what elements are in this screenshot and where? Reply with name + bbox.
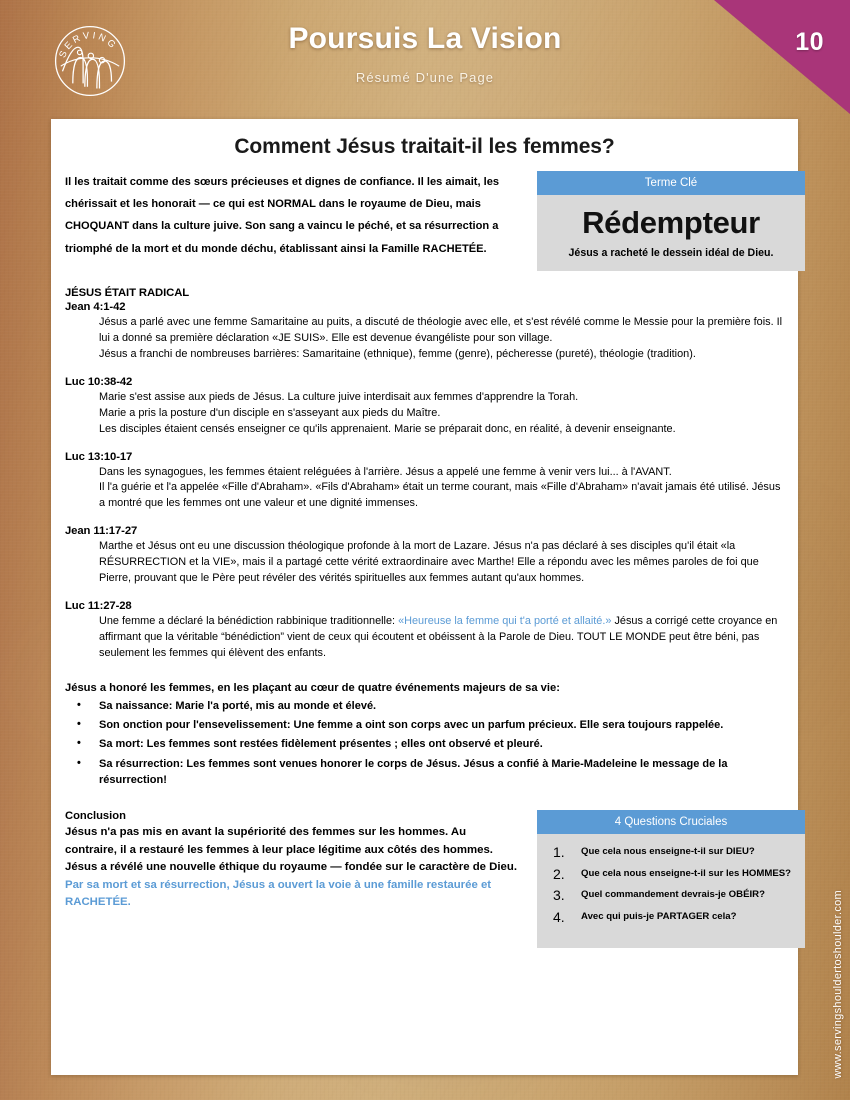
intro-lead-sentence: Il les traitait comme des sœurs précieuses et dignes de confiance.: [65, 176, 415, 188]
document-title: Poursuis La Vision: [288, 22, 562, 55]
scripture-lines: [99, 614, 784, 662]
honored-list: [65, 698, 784, 788]
scripture-reference: Luc 10:38-42: [65, 375, 133, 388]
key-term-description: Jésus a racheté le dessein idéal de Dieu.: [568, 247, 774, 259]
conclusion-body: [65, 824, 521, 912]
scripture-lines: [99, 390, 784, 438]
key-term-word: Rédempteur: [582, 205, 760, 240]
page-header: [0, 0, 850, 115]
intro-rest-text: Il les aimait, les chérissait et les honorait — ce qui est NORMAL dans le royaume de Dieu, mais CHOQUANT dans la culture juive. Son sang a vaincu le péché, et sa résurrection a triomphé de la mort et du monde déchu, établissant ainsi la Famille RACHETÉE.: [65, 176, 500, 255]
scripture-line: Dans les synagogues, les femmes étaient reléguées à l'arrière. Jésus a appelé une femme à venir vers lui... à l'AVANT.: [99, 465, 672, 478]
content-card: [51, 119, 798, 1075]
radical-section-heading: JÉSUS ÉTAIT RADICAL: [65, 287, 190, 299]
questions-box: [537, 810, 805, 948]
scripture-line: Marie s'est assise aux pieds de Jésus. La culture juive interdisait aux femmes d'apprendre la Torah.: [99, 390, 579, 403]
scripture-line: Jésus a parlé avec une femme Samaritaine au puits, a discuté de théologie avec elle, et s'est révélé comme le Messie pour la première fois. Il lui a donné sa première déclaration «JE SUIS». Elle est devenue évangéliste pour son village.: [99, 316, 783, 344]
scripture-block: [65, 451, 784, 513]
scripture-line: [99, 614, 784, 662]
conclusion-heading: Conclusion: [65, 810, 126, 823]
key-term-box-header: Terme Clé: [537, 171, 805, 195]
svg-text:SERVING: SERVING: [57, 30, 120, 60]
question-item: Que cela nous enseigne-t-il sur les HOMMES?: [581, 867, 792, 879]
scripture-line: Marie a pris la posture d'un disciple en s'asseyant aux pieds du Maître.: [99, 406, 441, 419]
question-item: Que cela nous enseigne-t-il sur DIEU?: [581, 846, 755, 858]
quote-suffix-text: Jésus a corrigé cette croyance en affirmant que la véritable “bénédiction” vient de ceux qui écoutent et obéissent à la Parole de Dieu. TOUT LE MONDE peut être béni, pas seulement les femmes qui élèvent des enfants.: [99, 615, 778, 659]
scripture-reference: Jean 4:1-42: [65, 301, 126, 313]
scripture-lines: [99, 539, 784, 587]
key-term-box: [537, 171, 805, 271]
scripture-line: Il l'a guérie et l'a appelée «Fille d'Abraham». «Fils d'Abraham» était un terme courant, mais «Fille d'Abraham» n'avait jamais été utilisé. Jésus a montré que les femmes ont une valeur et une dignité immenses.: [99, 481, 781, 510]
page-title: Comment Jésus traitait-il les femmes?: [234, 135, 615, 158]
honored-intro: Jésus a honoré les femmes, en les plaçant au cœur de quatre événements majeurs de sa vie:: [65, 681, 560, 694]
questions-list: [537, 834, 805, 923]
header-title-group: [0, 22, 850, 85]
scripture-line: Les disciples étaient censés enseigner ce qu'ils apprenaient. Marie se préparait donc, en réalité, à devenir enseignante.: [99, 422, 676, 435]
question-item: Avec qui puis-je PARTAGER cela?: [581, 910, 737, 922]
scripture-block: [65, 600, 784, 662]
list-item: • Sa résurrection: Les femmes sont venues honorer le corps de Jésus. Jésus a confié à Marie-Madeleine le message de la résurrection!: [65, 756, 784, 789]
scripture-line: Marthe et Jésus ont eu une discussion théologique profonde à la mort de Lazare. Jésus n'a pas déclaré à ses disciples qu'il était «la RÉSURRECTION et la VIE», mais il a partagé cette vérité extraordinaire avec Marthe! Elle a répondu avec les mêmes paroles de foi que Pierre, prouvant que le Père peut révéler des vérités spirituelles aux femmes autant qu'aux hommes.: [99, 540, 759, 585]
list-item: • Son onction pour l'ensevelissement: Une femme a oint son corps avec un parfum précieux. Elle sera toujours rappelée.: [65, 717, 784, 733]
scripture-reference: Luc 13:10-17: [65, 450, 133, 463]
questions-box-header: 4 Questions Cruciales: [537, 810, 805, 834]
site-url-vertical[interactable]: www.servingshouldertoshoulder.com: [832, 889, 844, 1078]
highlighted-quote: «Heureuse la femme qui t'a porté et allaité.»: [398, 615, 612, 628]
list-item: • Sa naissance: Marie l'a porté, mis au monde et élevé.: [65, 698, 784, 714]
scripture-block: [65, 301, 784, 363]
scripture-line: Jésus a franchi de nombreuses barrières: Samaritaine (ethnique), femme (genre), pécheresse (pureté), théologie (tradition).: [99, 347, 696, 360]
intro-row: [65, 171, 784, 271]
conclusion-highlight: Par sa mort et sa résurrection, Jésus a ouvert la voie à une famille restaurée et RACHETÉE.: [65, 878, 492, 909]
scripture-lines: [99, 465, 784, 513]
intro-paragraph: [65, 171, 521, 260]
conclusion-text: Jésus n'a pas mis en avant la supériorité des femmes sur les hommes. Au contraire, il a restauré les femmes à leur place légitime aux côtés des hommes. Jésus a révélé une nouvelle éthique du royaume — fondée sur le caractère de Dieu.: [65, 826, 517, 874]
scripture-lines: [99, 315, 784, 363]
scripture-block: [65, 376, 784, 438]
quote-prefix-text: Une femme a déclaré la bénédiction rabbinique traditionnelle:: [99, 615, 399, 628]
list-item: • Sa mort: Les femmes sont restées fidèlement présentes ; elles ont observé et pleuré.: [65, 736, 784, 752]
scripture-block: [65, 525, 784, 587]
bottom-row: [65, 810, 792, 948]
scripture-reference: Luc 11:27-28: [65, 600, 132, 613]
scripture-reference: Jean 11:17-27: [65, 525, 138, 538]
question-item: Quel commandement devrais-je OBÉIR?: [581, 889, 765, 901]
conclusion-section: [65, 810, 521, 912]
page-number: 10: [795, 28, 824, 56]
document-subtitle: Résumé D'une Page: [355, 70, 495, 85]
